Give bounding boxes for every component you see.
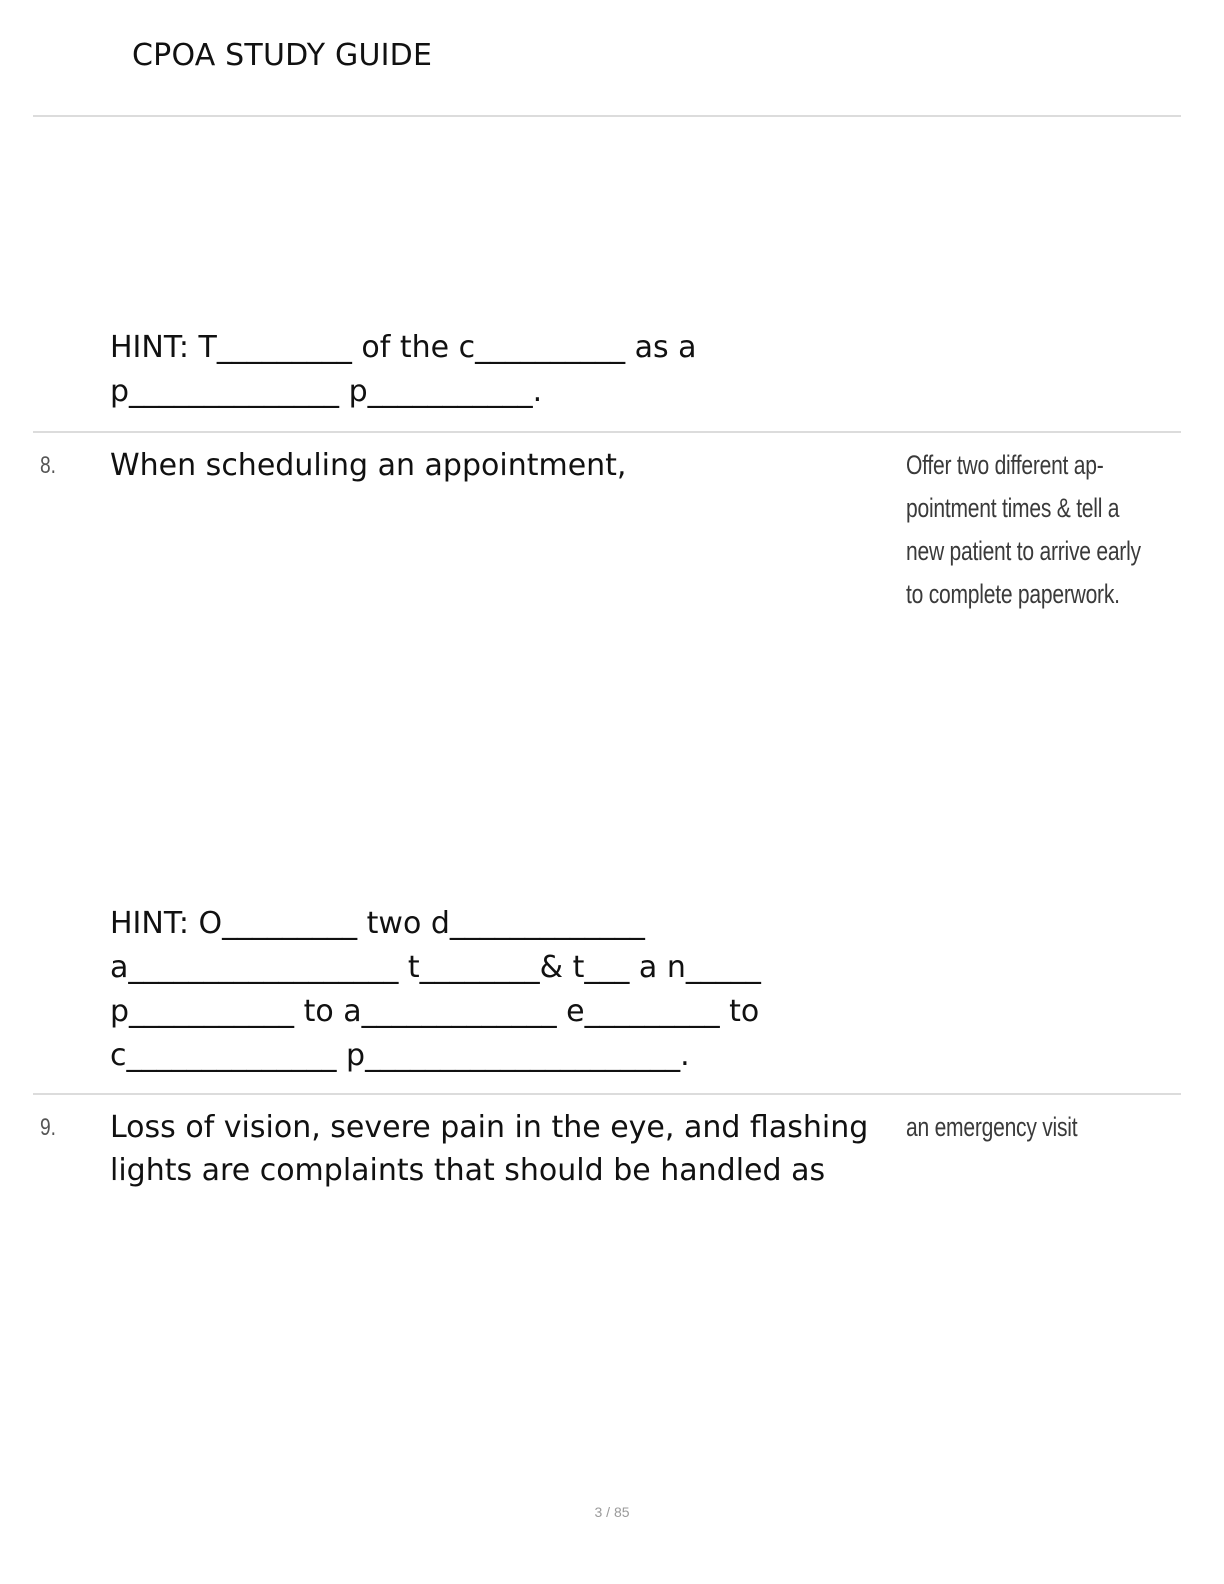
item8-answer-line-2: pointment times & tell a [906,493,1120,523]
page-number: 3 / 85 [594,1504,630,1520]
item7-hint-line-2: p______________ p___________. [110,374,543,409]
item9-question-line-2: lights are complaints that should be handled as [110,1153,826,1188]
item8-answer [906,444,1163,616]
item9-question-line-1: Loss of vision, severe pain in the eye, and flashing [110,1110,869,1145]
item-divider-7-8 [33,431,1181,433]
item8-answer-line-1: Offer two different ap- [906,450,1104,480]
header-divider [33,115,1181,117]
item8-hint-line-3: p___________ to a_____________ e_________ to [110,994,760,1029]
item9-answer: an emergency visit [906,1112,1078,1142]
item9-number: 9. [40,1114,57,1141]
item-divider-8-9 [33,1093,1181,1095]
page-header-title: CPOA STUDY GUIDE [132,38,433,73]
item8-answer-line-4: to complete paperwork. [906,579,1120,609]
item8-hint-line-4: c______________ p_____________________. [110,1038,690,1073]
item8-hint-line-2: a__________________ t________& t___ a n_____ [110,950,761,985]
item8-question: When scheduling an appointment, [110,448,627,483]
item8-answer-line-3: new patient to arrive early [906,536,1141,566]
item8-number: 8. [40,452,57,479]
item9-question [110,1106,870,1192]
item7-hint-line-1: HINT: T_________ of the c__________ as a [110,330,697,365]
item8-hint-line-1: HINT: O_________ two d_____________ [110,906,645,941]
